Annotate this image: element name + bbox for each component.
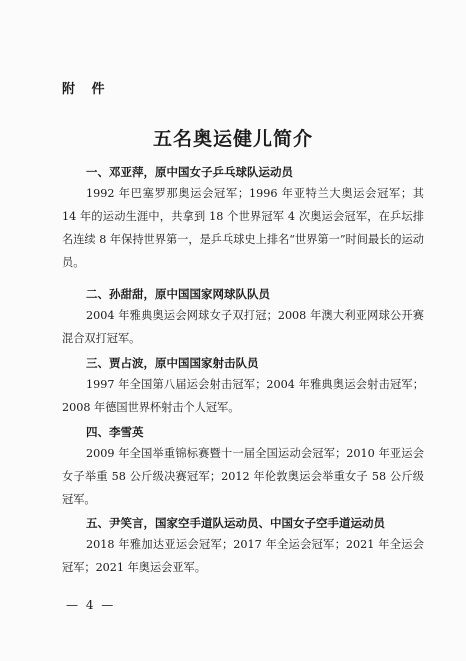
section-heading: 四、李雪英 [86, 425, 144, 439]
page-title: 五名奥运健儿简介 [152, 128, 313, 150]
section-1 [62, 162, 424, 274]
section-body: 2009 年全国举重锦标赛暨十一届全国运动会冠军；2010 年亚运会女子举重 58 公斤级决赛冠军；2012 年伦敦奥运会举重女子 58 公斤级冠军。 [62, 447, 424, 506]
section-5 [62, 513, 424, 579]
section-2 [62, 284, 424, 350]
section-body: 2004 年雅典奥运会网球女子双打冠；2008 年澳大利亚网球公开赛混合双打冠军。 [62, 309, 424, 345]
page-number: — 4 — [66, 598, 116, 612]
section-body: 2018 年雅加达亚运会冠军；2017 年全运会冠军；2021 年全运会冠军；2021 年奥运会亚军。 [62, 538, 424, 574]
section-heading: 三、贾占波，原中国国家射击队员 [86, 356, 259, 370]
section-body: 1997 年全国第八届运会射击冠军；2004 年雅典奥运会射击冠军；2008 年德国世界杯射击个人冠军。 [62, 378, 424, 414]
section-heading: 二、孙甜甜，原中国国家网球队队员 [86, 287, 270, 301]
section-body: 1992 年巴塞罗那奥运会冠军；1996 年亚特兰大奥运会冠军；其 14 年的运动生涯中，共拿到 18 个世界冠军 4 次奥运会冠军，在乒坛排名连续 8 年保持世界第一，是乒乓球史上排名“世界第一”时间最长的运动员。 [62, 187, 424, 269]
section-4 [62, 422, 424, 511]
section-heading: 一、邓亚萍，原中国女子乒乓球队运动员 [86, 165, 293, 179]
section-heading: 五、尹笑言，国家空手道队运动员、中国女子空手道运动员 [86, 516, 385, 530]
attachment-label: 附 件 [62, 82, 111, 97]
section-3 [62, 353, 424, 419]
